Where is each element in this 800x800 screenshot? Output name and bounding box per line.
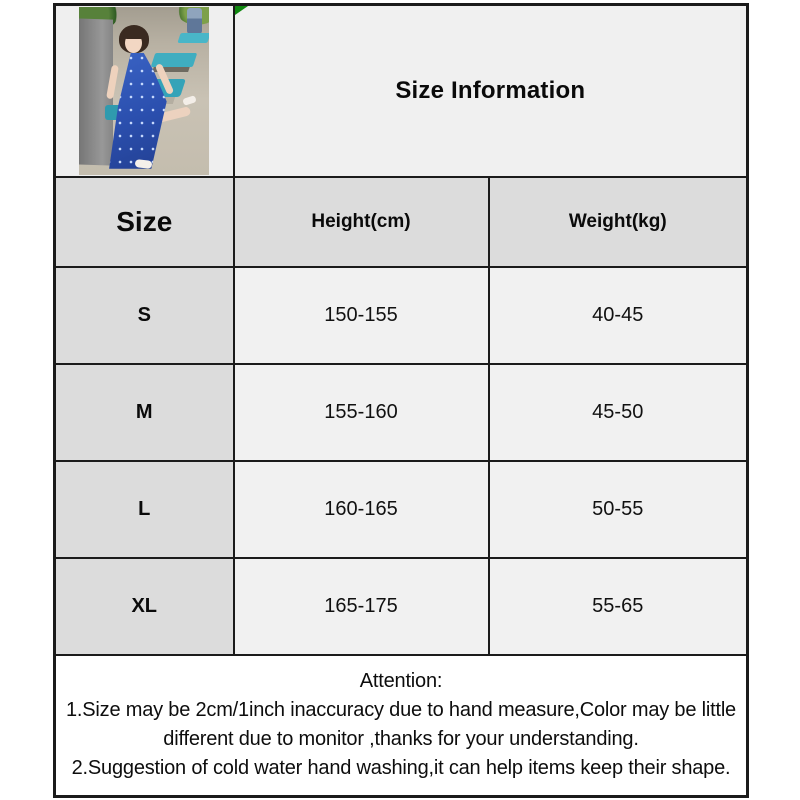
green-corner-icon xyxy=(235,6,248,15)
weight-cell: 40-45 xyxy=(489,267,748,364)
size-cell: S xyxy=(55,267,234,364)
weight-cell: 50-55 xyxy=(489,461,748,558)
table-header-row xyxy=(55,177,748,267)
photo-model-sandal xyxy=(182,95,197,106)
column-header-weight: Weight(kg) xyxy=(489,177,748,267)
title-cell xyxy=(234,5,748,177)
photo-model-foot xyxy=(135,159,153,169)
product-photo xyxy=(79,7,209,175)
weight-cell: 55-65 xyxy=(489,558,748,655)
attention-note xyxy=(55,655,748,797)
height-cell: 150-155 xyxy=(234,267,489,364)
size-cell: M xyxy=(55,364,234,461)
size-cell: XL xyxy=(55,558,234,655)
attention-note-2: 2.Suggestion of cold water hand washing,it can help items keep their shape. xyxy=(71,757,731,780)
height-cell: 160-165 xyxy=(234,461,489,558)
height-cell: 155-160 xyxy=(234,364,489,461)
photo-model-fringe xyxy=(123,29,145,39)
height-cell: 165-175 xyxy=(234,558,489,655)
attention-row xyxy=(55,655,748,797)
column-header-height: Height(cm) xyxy=(234,177,489,267)
table-row-m xyxy=(55,364,748,461)
size-table xyxy=(53,3,749,798)
attention-note-1: 1.Size may be 2cm/1inch inaccuracy due to hand measure,Color may be little different due to monitor ,thanks for your understanding. xyxy=(66,699,736,751)
photo-background-person xyxy=(187,8,202,34)
size-cell: L xyxy=(55,461,234,558)
product-photo-cell xyxy=(55,5,234,177)
table-row-xl xyxy=(55,558,748,655)
table-row-s xyxy=(55,267,748,364)
page-title: Size Information xyxy=(395,76,586,104)
top-row xyxy=(55,5,748,177)
weight-cell: 45-50 xyxy=(489,364,748,461)
table-row-l xyxy=(55,461,748,558)
column-header-size: Size xyxy=(55,177,234,267)
attention-heading: Attention: xyxy=(359,670,443,693)
photo-bench-far xyxy=(178,33,210,43)
